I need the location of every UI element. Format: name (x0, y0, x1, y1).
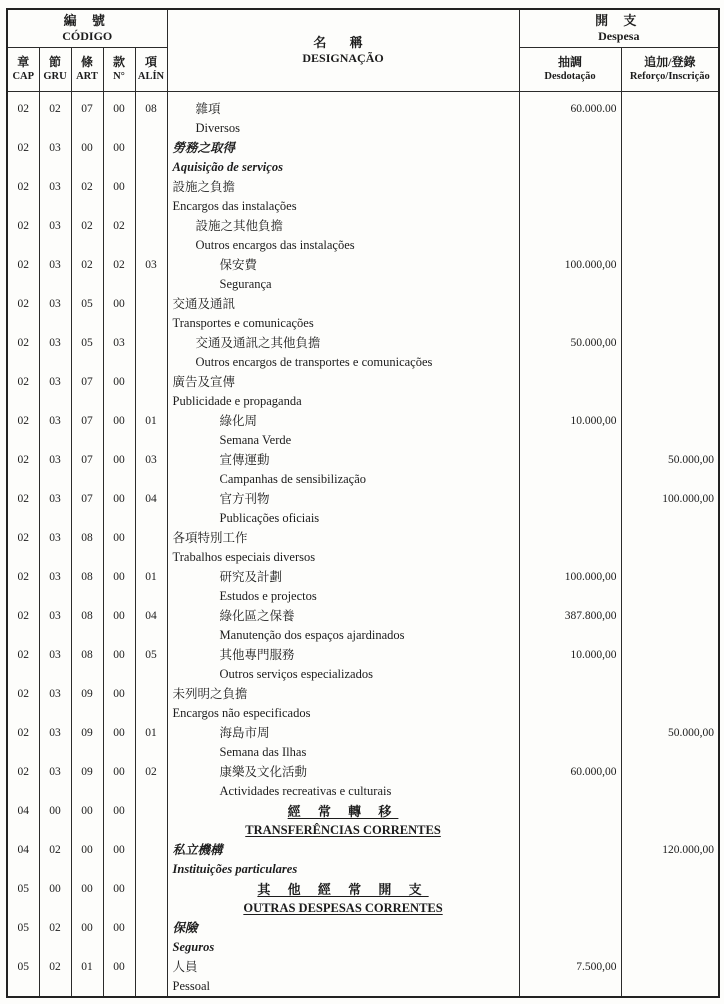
code-alin-cell (135, 138, 167, 177)
designation-cell (167, 91, 519, 138)
table-row (7, 957, 719, 997)
reforco-amount-cell (621, 957, 719, 997)
code-num-cell: 00 (103, 411, 135, 450)
designation-cell (167, 450, 519, 489)
code-gru-cell: 03 (39, 333, 71, 372)
designation-cell (167, 879, 519, 918)
code-num-cell: 00 (103, 645, 135, 684)
designation-pt: Campanhas de sensibilização (219, 471, 367, 486)
designation-pt: Outros encargos das instalações (195, 237, 355, 252)
header-code-group (7, 9, 167, 47)
code-art-cell: 08 (71, 606, 103, 645)
table-row (7, 489, 719, 528)
desdotacao-amount-cell (519, 723, 621, 762)
desdotacao-amount-cell: 50.000,00 (519, 333, 621, 372)
code-art-cell: 07 (71, 450, 103, 489)
code-cap-cell: 02 (7, 684, 39, 723)
code-alin-cell: 03 (135, 450, 167, 489)
code-art-cell: 02 (71, 177, 103, 216)
designation-cell (167, 957, 519, 997)
code-gru-cell: 03 (39, 723, 71, 762)
code-cap-cell: 02 (7, 91, 39, 138)
reforco-amount-cell (621, 255, 719, 294)
code-art-cell: 00 (71, 840, 103, 879)
header-col-alin: 項 ALÍN (135, 47, 167, 91)
header-code-zh: 編 號 (63, 13, 111, 29)
code-num-cell: 00 (103, 528, 135, 567)
designation-pt: Diversos (195, 120, 240, 135)
code-art-cell: 02 (71, 255, 103, 294)
code-num-cell: 00 (103, 879, 135, 918)
code-gru-cell: 02 (39, 91, 71, 138)
table-header (7, 9, 719, 91)
header-col-art: 條 ART (71, 47, 103, 91)
code-alin-cell (135, 918, 167, 957)
code-gru-cell: 00 (39, 801, 71, 840)
designation-cell (167, 801, 519, 840)
designation-pt: Semana Verde (219, 432, 292, 447)
designation-cell (167, 762, 519, 801)
reforco-amount-cell (621, 411, 719, 450)
designation-pt: Segurança (219, 276, 272, 291)
desdotacao-amount-cell (519, 138, 621, 177)
desdotacao-amount-cell (519, 840, 621, 879)
code-art-cell: 02 (71, 216, 103, 255)
code-cap-cell: 02 (7, 489, 39, 528)
code-gru-cell: 03 (39, 177, 71, 216)
table-row (7, 723, 719, 762)
designation-cell (167, 372, 519, 411)
designation-cell (167, 411, 519, 450)
designation-zh: 綠化周 (219, 413, 258, 428)
code-alin-cell (135, 840, 167, 879)
code-num-cell: 00 (103, 372, 135, 411)
reforco-amount-cell: 120.000,00 (621, 840, 719, 879)
code-gru-cell: 00 (39, 879, 71, 918)
table-row (7, 177, 719, 216)
code-alin-cell: 01 (135, 567, 167, 606)
designation-zh: 交通及通訊 (172, 296, 236, 311)
reforco-amount-cell (621, 645, 719, 684)
code-alin-cell: 04 (135, 489, 167, 528)
code-num-cell: 00 (103, 684, 135, 723)
designation-zh: 未列明之負擔 (172, 686, 248, 701)
designation-zh: 雜項 (195, 101, 221, 116)
code-cap-cell: 02 (7, 372, 39, 411)
desdotacao-amount-cell: 10.000,00 (519, 645, 621, 684)
desdotacao-amount-cell (519, 177, 621, 216)
table-row (7, 91, 719, 138)
code-num-cell: 00 (103, 918, 135, 957)
reforco-amount-cell (621, 372, 719, 411)
table-row (7, 801, 719, 840)
code-alin-cell (135, 879, 167, 918)
reforco-amount-cell (621, 528, 719, 567)
table-row (7, 255, 719, 294)
designation-pt: Encargos das instalações (172, 198, 297, 213)
reforco-amount-cell (621, 177, 719, 216)
desdotacao-amount-cell (519, 528, 621, 567)
code-art-cell: 07 (71, 91, 103, 138)
code-gru-cell: 03 (39, 606, 71, 645)
code-cap-cell: 02 (7, 723, 39, 762)
designation-pt: Actividades recreativas e culturais (219, 783, 392, 798)
code-gru-cell: 02 (39, 957, 71, 997)
designation-pt: Transportes e comunicações (172, 315, 314, 330)
reforco-amount-cell (621, 918, 719, 957)
code-cap-cell: 02 (7, 450, 39, 489)
header-col-num: 款 N° (103, 47, 135, 91)
table-row (7, 411, 719, 450)
code-num-cell: 00 (103, 801, 135, 840)
reforco-amount-cell (621, 606, 719, 645)
designation-pt: Outros serviços especializados (219, 666, 373, 681)
desdotacao-amount-cell: 60.000,00 (519, 762, 621, 801)
header-designation-zh: 名 稱 (313, 35, 373, 51)
header-col-gru: 節 GRU (39, 47, 71, 91)
designation-zh: 其 他 經 常 開 支 (257, 881, 429, 897)
code-num-cell: 00 (103, 840, 135, 879)
designation-pt: Outros encargos de transportes e comunicações (195, 354, 433, 369)
header-col-reforco: 追加/登錄 Reforço/Inscrição (621, 47, 719, 91)
designation-cell (167, 138, 519, 177)
desdotacao-amount-cell: 100.000,00 (519, 567, 621, 606)
designation-cell (167, 684, 519, 723)
table-row (7, 528, 719, 567)
code-cap-cell: 04 (7, 801, 39, 840)
designation-pt: Pessoal (172, 978, 211, 993)
code-cap-cell: 02 (7, 411, 39, 450)
code-alin-cell (135, 294, 167, 333)
reforco-amount-cell (621, 91, 719, 138)
table-row (7, 216, 719, 255)
desdotacao-amount-cell: 387.800,00 (519, 606, 621, 645)
table-body (7, 91, 719, 997)
code-cap-cell: 05 (7, 918, 39, 957)
designation-cell (167, 294, 519, 333)
code-gru-cell: 02 (39, 840, 71, 879)
designation-zh: 設施之其他負擔 (195, 218, 284, 233)
reforco-amount-cell: 50.000,00 (621, 723, 719, 762)
code-num-cell: 02 (103, 216, 135, 255)
code-alin-cell: 02 (135, 762, 167, 801)
code-art-cell: 07 (71, 372, 103, 411)
code-alin-cell (135, 684, 167, 723)
designation-zh: 人員 (172, 959, 198, 974)
code-art-cell: 00 (71, 138, 103, 177)
reforco-amount-cell (621, 801, 719, 840)
reforco-amount-cell: 50.000,00 (621, 450, 719, 489)
header-expense-zh: 開 支 (595, 13, 643, 29)
table-row (7, 879, 719, 918)
designation-zh: 設施之負擔 (172, 179, 236, 194)
code-gru-cell: 03 (39, 255, 71, 294)
designation-zh: 官方刊物 (219, 491, 270, 506)
table-row (7, 606, 719, 645)
desdotacao-amount-cell (519, 918, 621, 957)
code-gru-cell: 03 (39, 762, 71, 801)
code-cap-cell: 02 (7, 294, 39, 333)
table-row (7, 840, 719, 879)
code-num-cell: 00 (103, 91, 135, 138)
designation-pt: Seguros (172, 939, 215, 954)
code-cap-cell: 02 (7, 216, 39, 255)
reforco-amount-cell (621, 567, 719, 606)
designation-zh: 勞務之取得 (172, 140, 236, 155)
reforco-amount-cell (621, 879, 719, 918)
designation-zh: 保險 (172, 920, 198, 935)
code-cap-cell: 05 (7, 879, 39, 918)
code-alin-cell: 03 (135, 255, 167, 294)
designation-pt: TRANSFERÊNCIAS CORRENTES (245, 822, 441, 837)
code-cap-cell: 02 (7, 333, 39, 372)
header-designation (167, 9, 519, 91)
designation-cell (167, 528, 519, 567)
code-alin-cell: 08 (135, 91, 167, 138)
code-art-cell: 09 (71, 723, 103, 762)
code-gru-cell: 03 (39, 216, 71, 255)
code-alin-cell (135, 216, 167, 255)
code-gru-cell: 03 (39, 294, 71, 333)
table-row (7, 294, 719, 333)
code-alin-cell (135, 528, 167, 567)
designation-cell (167, 216, 519, 255)
code-art-cell: 08 (71, 528, 103, 567)
reforco-amount-cell (621, 216, 719, 255)
reforco-amount-cell (621, 762, 719, 801)
designation-pt: Estudos e projectos (219, 588, 317, 603)
code-cap-cell: 02 (7, 762, 39, 801)
code-cap-cell: 02 (7, 528, 39, 567)
designation-cell (167, 177, 519, 216)
code-gru-cell: 03 (39, 684, 71, 723)
designation-zh: 其他專門服務 (219, 647, 295, 662)
designation-pt: Encargos não especificados (172, 705, 311, 720)
code-alin-cell: 01 (135, 411, 167, 450)
code-art-cell: 00 (71, 801, 103, 840)
designation-cell (167, 723, 519, 762)
code-num-cell: 00 (103, 450, 135, 489)
code-art-cell: 07 (71, 411, 103, 450)
desdotacao-amount-cell (519, 801, 621, 840)
designation-zh: 廣告及宣傳 (172, 374, 236, 389)
code-alin-cell: 01 (135, 723, 167, 762)
code-gru-cell: 03 (39, 138, 71, 177)
designation-zh: 經 常 轉 移 (287, 803, 399, 819)
designation-cell (167, 645, 519, 684)
table-row (7, 567, 719, 606)
designation-cell (167, 840, 519, 879)
designation-cell (167, 918, 519, 957)
designation-zh: 保安費 (219, 257, 258, 272)
header-col-desdotacao: 抽調 Desdotação (519, 47, 621, 91)
designation-pt: Semana das Ilhas (219, 744, 307, 759)
header-expense-group (519, 9, 719, 47)
code-alin-cell (135, 177, 167, 216)
code-gru-cell: 03 (39, 567, 71, 606)
designation-pt: Publicidade e propaganda (172, 393, 302, 408)
desdotacao-amount-cell: 10.000,00 (519, 411, 621, 450)
table-row (7, 762, 719, 801)
header-expense-pt: Despesa (598, 29, 640, 44)
code-alin-cell: 04 (135, 606, 167, 645)
code-num-cell: 00 (103, 177, 135, 216)
code-art-cell: 09 (71, 762, 103, 801)
code-cap-cell: 02 (7, 138, 39, 177)
code-alin-cell (135, 372, 167, 411)
code-art-cell: 08 (71, 567, 103, 606)
code-alin-cell (135, 333, 167, 372)
code-cap-cell: 02 (7, 255, 39, 294)
desdotacao-amount-cell (519, 879, 621, 918)
code-gru-cell: 03 (39, 645, 71, 684)
desdotacao-amount-cell (519, 450, 621, 489)
desdotacao-amount-cell (519, 216, 621, 255)
designation-zh: 私立機構 (172, 842, 223, 857)
designation-pt: OUTRAS DESPESAS CORRENTES (243, 900, 443, 915)
code-cap-cell: 02 (7, 567, 39, 606)
designation-pt: Aquisição de serviços (172, 159, 283, 174)
code-num-cell: 00 (103, 957, 135, 997)
code-gru-cell: 02 (39, 918, 71, 957)
desdotacao-amount-cell (519, 489, 621, 528)
code-gru-cell: 03 (39, 489, 71, 528)
reforco-amount-cell (621, 138, 719, 177)
designation-zh: 海島市周 (219, 725, 270, 740)
code-cap-cell: 05 (7, 957, 39, 997)
code-num-cell: 02 (103, 255, 135, 294)
designation-cell (167, 489, 519, 528)
code-art-cell: 01 (71, 957, 103, 997)
desdotacao-amount-cell: 7.500,00 (519, 957, 621, 997)
reforco-amount-cell (621, 684, 719, 723)
code-art-cell: 05 (71, 333, 103, 372)
code-art-cell: 00 (71, 879, 103, 918)
code-gru-cell: 03 (39, 450, 71, 489)
header-designation-pt: DESIGNAÇÃO (302, 51, 384, 66)
code-art-cell: 08 (71, 645, 103, 684)
table-row (7, 684, 719, 723)
designation-zh: 宣傳運動 (219, 452, 270, 467)
code-gru-cell: 03 (39, 411, 71, 450)
code-num-cell: 00 (103, 489, 135, 528)
header-code-pt: CÓDIGO (62, 29, 113, 44)
code-num-cell: 00 (103, 567, 135, 606)
code-alin-cell (135, 957, 167, 997)
code-num-cell: 00 (103, 723, 135, 762)
code-art-cell: 05 (71, 294, 103, 333)
designation-pt: Publicações oficiais (219, 510, 320, 525)
desdotacao-amount-cell (519, 684, 621, 723)
code-gru-cell: 03 (39, 372, 71, 411)
desdotacao-amount-cell: 60.000.00 (519, 91, 621, 138)
code-num-cell: 00 (103, 606, 135, 645)
desdotacao-amount-cell: 100.000,00 (519, 255, 621, 294)
designation-zh: 各項特別工作 (172, 530, 248, 545)
designation-cell (167, 606, 519, 645)
code-art-cell: 09 (71, 684, 103, 723)
reforco-amount-cell (621, 294, 719, 333)
code-cap-cell: 02 (7, 606, 39, 645)
code-art-cell: 00 (71, 918, 103, 957)
table-row (7, 645, 719, 684)
reforco-amount-cell (621, 333, 719, 372)
designation-zh: 康樂及文化活動 (219, 764, 308, 779)
header-col-cap: 章 CAP (7, 47, 39, 91)
reforco-amount-cell: 100.000,00 (621, 489, 719, 528)
table-row (7, 333, 719, 372)
designation-pt: Instituições particulares (172, 861, 298, 876)
table-row (7, 138, 719, 177)
code-num-cell: 00 (103, 762, 135, 801)
code-cap-cell: 02 (7, 645, 39, 684)
code-gru-cell: 03 (39, 528, 71, 567)
designation-pt: Manutenção dos espaços ajardinados (219, 627, 405, 642)
designation-cell (167, 567, 519, 606)
code-cap-cell: 04 (7, 840, 39, 879)
table-row (7, 918, 719, 957)
table-row (7, 372, 719, 411)
designation-pt: Trabalhos especiais diversos (172, 549, 316, 564)
code-alin-cell: 05 (135, 645, 167, 684)
designation-zh: 研究及計劃 (219, 569, 283, 584)
table-row (7, 450, 719, 489)
code-num-cell: 00 (103, 294, 135, 333)
desdotacao-amount-cell (519, 294, 621, 333)
budget-table (6, 8, 720, 998)
designation-zh: 交通及通訊之其他負擔 (195, 335, 321, 350)
code-num-cell: 00 (103, 138, 135, 177)
code-art-cell: 07 (71, 489, 103, 528)
designation-zh: 綠化區之保養 (219, 608, 295, 623)
desdotacao-amount-cell (519, 372, 621, 411)
code-num-cell: 03 (103, 333, 135, 372)
code-alin-cell (135, 801, 167, 840)
designation-cell (167, 333, 519, 372)
code-cap-cell: 02 (7, 177, 39, 216)
designation-cell (167, 255, 519, 294)
